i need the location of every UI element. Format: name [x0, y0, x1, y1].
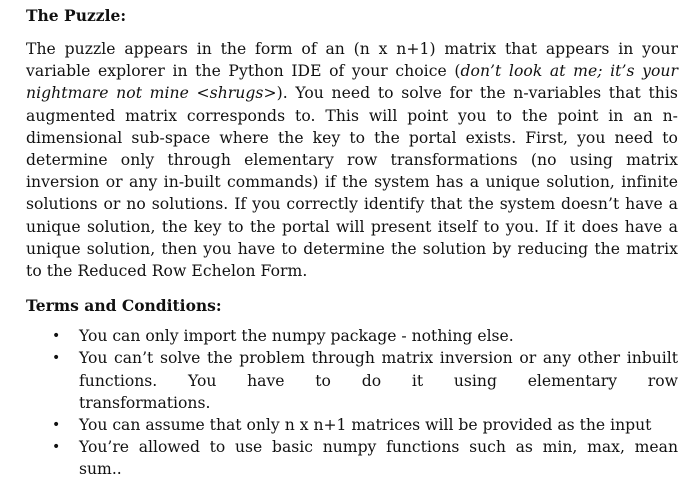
bullet-icon: •: [52, 328, 61, 345]
puzzle-text-italic: don’t look at me; it’s your nightmare not mine <shrugs>: [26, 62, 678, 103]
bullet-icon: •: [52, 350, 61, 367]
list-item-text: You’re allowed to use basic numpy functions such as min, max, mean: [79, 438, 678, 457]
list-item: [52, 347, 678, 414]
puzzle-text-part-1: The puzzle appears in the form of an (n x n+1) matrix that appears in your variable explorer in the Python IDE of your choice (: [26, 40, 678, 81]
list-item: [52, 414, 678, 436]
puzzle-paragraph: [26, 38, 678, 282]
terms-heading: Terms and Conditions:: [26, 296, 222, 316]
list-item-text: You can only import the numpy package - nothing else.: [79, 327, 514, 346]
puzzle-text-part-2: ). You need to solve for the n-variables that this augmented matrix corresponds to. This will point you to the point in an n-dimensional sub-space where the key to the portal exists. First, you need to determine only through elementary row transformations (no using matrix inversion or any in-built commands) if the system has a unique solution, infinite solutions or no solutions. If you correctly identify that the system doesn’t have a unique solution, the key to the portal will present itself to you. If it does have a unique solution, then you have to determine the solution by reducing the matrix to the Reduced Row Echelon Form.: [26, 84, 678, 281]
bullet-icon: •: [52, 417, 61, 434]
list-item-text-continued: sum..: [79, 460, 122, 479]
list-item-text-continued: transformations.: [79, 393, 211, 412]
list-item: [52, 436, 678, 480]
terms-list: [26, 325, 678, 480]
bullet-icon: •: [52, 439, 61, 456]
list-item-text: You can assume that only n x n+1 matrices will be provided as the input: [79, 416, 652, 435]
list-item-text: You can’t solve the problem through matrix inversion or any other inbuilt functions. You have to do it using elementary row: [79, 349, 678, 390]
puzzle-heading: The Puzzle:: [26, 6, 127, 25]
list-item: [52, 325, 678, 347]
